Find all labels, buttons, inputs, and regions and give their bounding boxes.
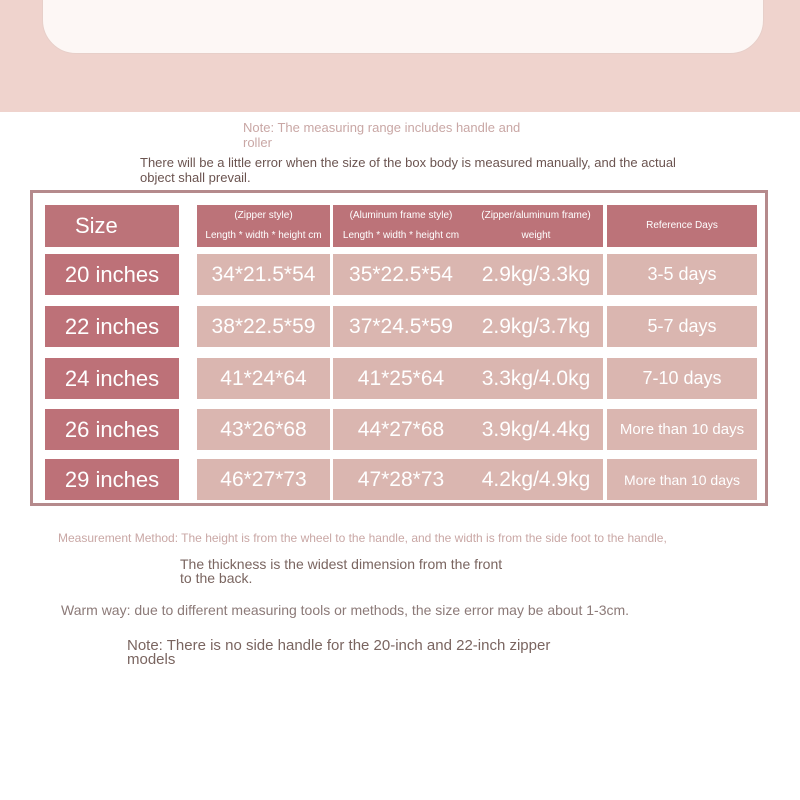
header-weight-sub: weight <box>521 230 551 241</box>
aluminum-dimensions: 44*27*68 <box>333 409 469 450</box>
side-handle-note: Note: There is no side handle for the 20-inch and 22-inch zipper models <box>127 637 551 668</box>
reference-days: More than 10 days <box>607 459 757 500</box>
reference-days: 3-5 days <box>607 254 757 295</box>
aluminum-dimensions: 47*28*73 <box>333 459 469 500</box>
weight-value: 3.9kg/4.4kg <box>469 409 603 450</box>
header-days: Reference Days <box>607 205 757 247</box>
row-size-label: 29 inches <box>45 459 179 500</box>
reference-days: More than 10 days <box>607 409 757 450</box>
row-size-label: 20 inches <box>45 254 179 295</box>
row-size-label: 22 inches <box>45 306 179 347</box>
zipper-dimensions: 41*24*64 <box>197 358 330 399</box>
header-zipper-title: (Zipper style) <box>234 210 293 221</box>
error-notice: There will be a little error when the size of the box body is measured manually, and the actual object shall prevail. <box>140 155 676 185</box>
aluminum-dimensions: 35*22.5*54 <box>333 254 469 295</box>
header-weight <box>469 205 603 247</box>
zipper-dimensions: 46*27*73 <box>197 459 330 500</box>
measurement-method-note: Measurement Method: The height is from the wheel to the handle, and the width is from the side foot to the handle, <box>58 531 667 545</box>
header-aluminum <box>333 205 469 247</box>
header-aluminum-title: (Aluminum frame style) <box>349 210 453 221</box>
reference-days: 7-10 days <box>607 358 757 399</box>
thickness-note: The thickness is the widest dimension from the front to the back. <box>180 556 503 586</box>
row-size-label: 24 inches <box>45 358 179 399</box>
zipper-dimensions: 34*21.5*54 <box>197 254 330 295</box>
header-size: Size <box>45 205 179 247</box>
zipper-dimensions: 38*22.5*59 <box>197 306 330 347</box>
weight-value: 2.9kg/3.3kg <box>469 254 603 295</box>
warm-way-note: Warm way: due to different measuring tools or methods, the size error may be about 1-3cm. <box>61 602 630 618</box>
header-aluminum-sub: Length * width * height cm <box>342 230 460 241</box>
aluminum-dimensions: 37*24.5*59 <box>333 306 469 347</box>
top-band <box>0 0 800 112</box>
product-card-edge <box>42 0 764 54</box>
reference-days: 5-7 days <box>607 306 757 347</box>
row-size-label: 26 inches <box>45 409 179 450</box>
weight-value: 4.2kg/4.9kg <box>469 459 603 500</box>
header-weight-title: (Zipper/aluminum frame) <box>481 210 591 221</box>
zipper-dimensions: 43*26*68 <box>197 409 330 450</box>
size-table <box>30 190 768 506</box>
weight-value: 3.3kg/4.0kg <box>469 358 603 399</box>
measuring-range-note: Note: The measuring range includes handle and roller <box>243 120 521 150</box>
header-zipper-sub: Length * width * height cm <box>205 230 322 241</box>
aluminum-dimensions: 41*25*64 <box>333 358 469 399</box>
weight-value: 2.9kg/3.7kg <box>469 306 603 347</box>
header-zipper <box>197 205 330 247</box>
